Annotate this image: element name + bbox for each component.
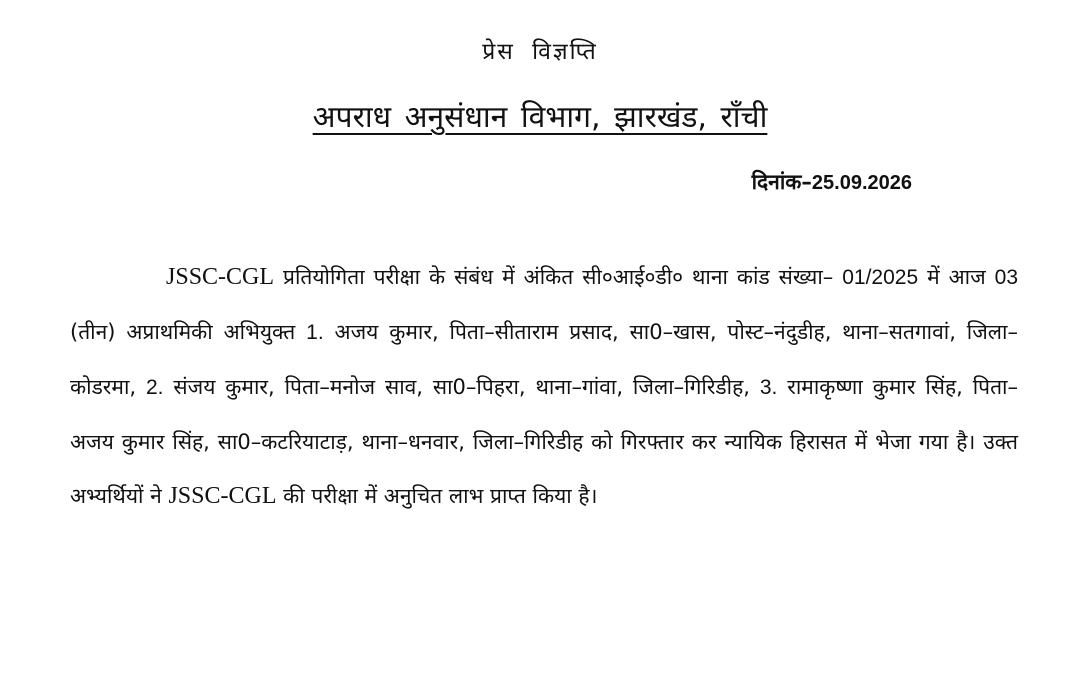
press-release-heading: प्रेस विज्ञप्ति <box>482 39 598 65</box>
department-title: अपराध अनुसंधान विभाग, झारखंड, राँची <box>312 100 768 135</box>
case-number: 01/2025 <box>842 266 919 289</box>
date-line <box>752 168 912 196</box>
body-text-part1: प्रतियोगिता परीक्षा के संबंध में अंकित सी०आई०डी० थाना कांड संख्या– <box>274 265 843 289</box>
accused-2-number: 2. <box>145 376 164 399</box>
exam-name-2: JSSC-CGL <box>168 483 277 509</box>
date-label: दिनांक– <box>751 170 812 194</box>
accused-1-details: अजय कुमार, पिता–सीताराम प्रसाद, सा0–खास, पोस्ट–नंदुडीह, थाना–सतगावां, जिला–कोडरमा, <box>70 320 1018 399</box>
body-text-part3: (तीन) अप्राथमिकी अभियुक्त <box>70 320 307 344</box>
accused-3-details: रामाकृष्णा कुमार सिंह, पिता–अजय कुमार सिंह, सा0–कटरियाटाड़, थाना–धनवार, जिला–गिरिडीह को गिरफ्तार कर न्यायिक हिरासत में भेजा गया है। उक्त अभ्यर्थियों ने <box>70 375 1018 508</box>
accused-3-number: 3. <box>759 376 778 399</box>
date-value: 25.09.2026 <box>811 172 912 194</box>
accused-count: 03 <box>994 266 1018 289</box>
body-text-part4: की परीक्षा में अनुचित लाभ प्राप्त किया है। <box>276 484 598 508</box>
exam-name: JSSC-CGL <box>166 264 275 290</box>
accused-1-number: 1. <box>306 321 324 344</box>
accused-2-details: संजय कुमार, पिता–मनोज साव, सा0–पिहरा, थाना–गांवा, जिला–गिरिडीह, <box>163 375 760 399</box>
body-text-part2: में आज <box>918 265 995 289</box>
body-paragraph <box>70 250 1018 523</box>
